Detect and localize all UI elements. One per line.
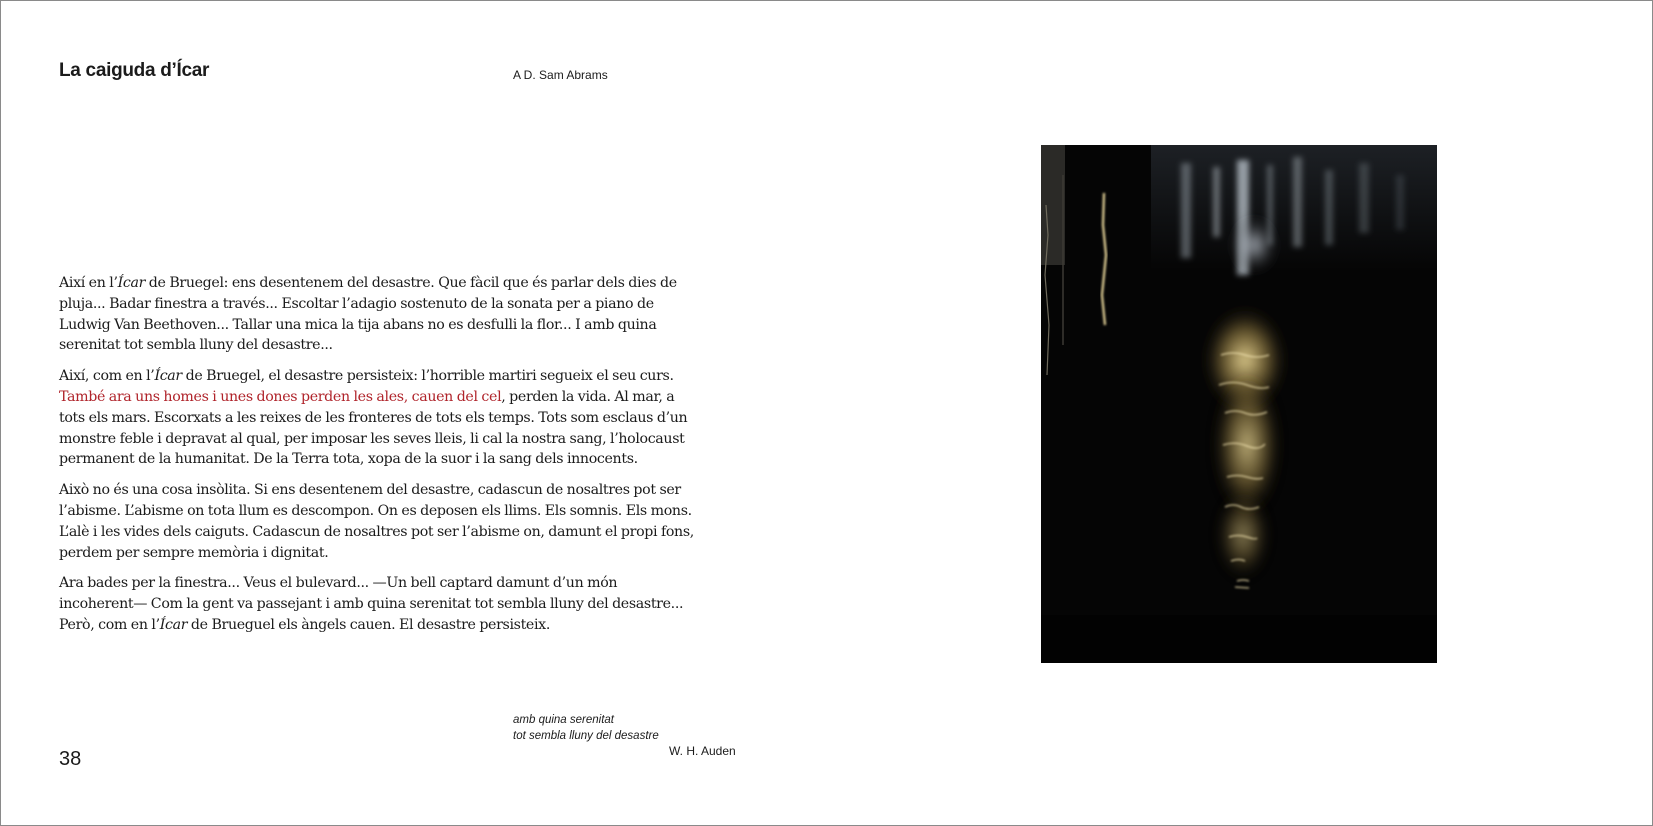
paragraph-2: Així, com en l’Ícar de Bruegel, el desastre persisteix: l’horrible martiri segueix el seu curs. També ara uns homes i unes dones perden les ales, cauen del cel, perden la vida. Al mar, a tots els mars. Escorxats a les reixes de les fronteres de tots els temps. Tots som esclaus d’un monstre feble i depravat al qual, per imposar les seves lleis, li cal la nostra sang, l’holocaust permanent de la humanitat. De la Terra tota, xopa de la suor i la sang dels innocents. <box>59 368 688 468</box>
epigraph-quote <box>513 713 659 744</box>
quote-author: W. H. Auden <box>669 744 736 758</box>
artwork-title: Ícar <box>117 275 146 291</box>
page-title: La caiguda d’Ícar <box>59 60 210 81</box>
dedication: A D. Sam Abrams <box>513 68 608 82</box>
page-number: 38 <box>59 748 82 770</box>
paragraph-4: Ara bades per la finestra... Veus el bulevard... —Un bell captard damunt d’un món incoherent— Com la gent va passejant i amb quina serenitat tot sembla lluny del desastre... Però, com en l’Ícar de Brueguel els àngels cauen. El desastre persisteix. <box>59 575 684 633</box>
artwork-title: Ícar <box>159 616 188 633</box>
photo-illustration <box>1041 145 1437 663</box>
highlighted-sentence: També ara uns homes i unes dones perden les ales, cauen del cel <box>59 388 502 405</box>
quote-line-2: tot sembla lluny del desastre <box>513 729 659 742</box>
paragraph-1: Així en l’Ícar de Bruegel: ens desentenem del desastre. Que fàcil que és parlar dels dies de pluja... Badar finestra a través... Escoltar l’adagio sostenuto de la sonata per a piano de Ludwig Van Beethoven... Tallar una mica la tija abans no es desfulli la flor... I amb quina serenitat tot sembla lluny del desastre... <box>59 275 677 354</box>
body-text <box>59 273 694 646</box>
artwork-title: Ícar <box>154 368 182 385</box>
night-reflection-photo <box>1041 145 1437 663</box>
quote-line-1: amb quina serenitat <box>513 714 615 726</box>
paragraph-3: Això no és una cosa insòlita. Si ens desentenem del desastre, cadascun de nosaltres pot ser l’abisme. L’abisme on tota llum es descompon. On es deposen els llims. Els somnis. Els mons. L’alè i les vides dels caiguts. Cadascun de nosaltres pot ser l’abisme on, damunt el propi fons, perdem per sempre memòria i dignitat. <box>59 482 694 561</box>
